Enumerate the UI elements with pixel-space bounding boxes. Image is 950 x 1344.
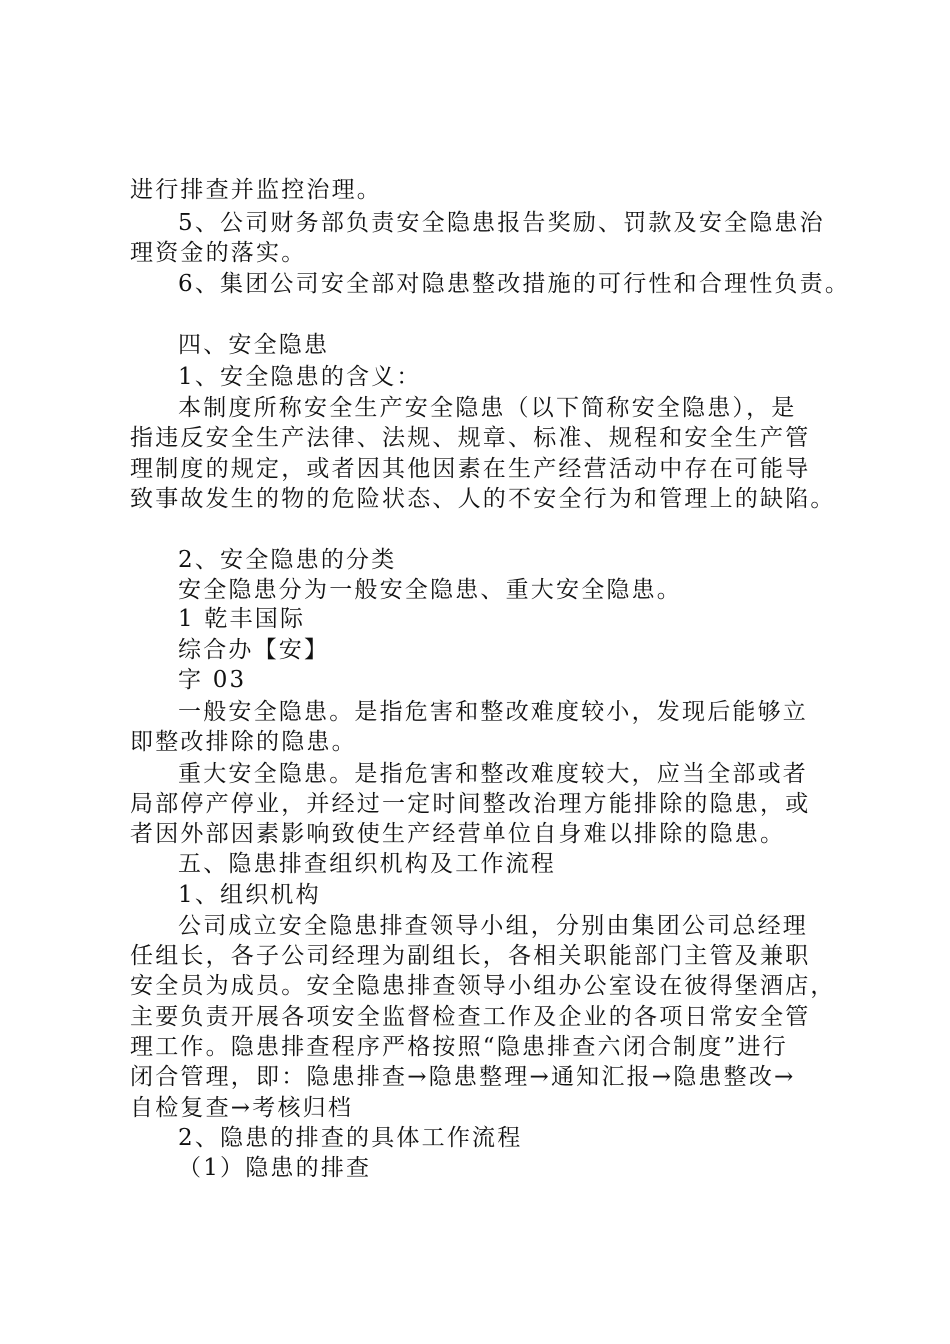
paragraph-line: 字 03 [178, 667, 247, 693]
paragraph-line: 本制度所称安全生产安全隐患（以下简称安全隐患），是 [178, 395, 797, 421]
paragraph-line: 自检复查→考核归档 [130, 1095, 354, 1121]
paragraph-line: 安全员为成员。安全隐患排查领导小组办公室设在彼得堡酒店， [130, 973, 836, 999]
paragraph-line: 5、公司财务部负责安全隐患报告奖励、罚款及安全隐患治 [178, 210, 825, 236]
paragraph-line: 理资金的落实。 [130, 240, 307, 266]
paragraph-line: 一般安全隐患。是指危害和整改难度较小，发现后能够立 [178, 699, 808, 725]
paragraph-line: 理制度的规定，或者因其他因素在生产经营活动中存在可能导 [130, 456, 811, 482]
paragraph-line: 指违反安全生产法律、法规、规章、标准、规程和安全生产管 [130, 425, 811, 451]
paragraph-line: 者因外部因素影响致使生产经营单位自身难以排除的隐患。 [130, 821, 786, 847]
paragraph-line: 进行排查并监控治理。 [130, 177, 382, 203]
paragraph-line: 即整改排除的隐患。 [130, 729, 357, 755]
paragraph-line: 闭合管理，即：隐患排查→隐患整理→通知汇报→隐患整改→ [130, 1064, 796, 1090]
subsection-heading: 1、安全隐患的含义： [178, 364, 422, 390]
paragraph-line: 公司成立安全隐患排查领导小组，分别由集团公司总经理 [178, 913, 808, 939]
paragraph-line: 致事故发生的物的危险状态、人的不安全行为和管理上的缺陷。 [130, 486, 836, 512]
paragraph-line: 局部停产停业，并经过一定时间整改治理方能排除的隐患，或 [130, 791, 811, 817]
paragraph-line: 1 乾丰国际 [178, 606, 306, 632]
subsection-heading: （1）隐患的排查 [178, 1155, 372, 1181]
subsection-heading: 2、安全隐患的分类 [178, 547, 397, 573]
subsection-heading: 1、组织机构 [178, 882, 321, 908]
paragraph-line: 重大安全隐患。是指危害和整改难度较大，应当全部或者 [178, 761, 808, 787]
paragraph-line: 综合办【安】 [178, 637, 330, 663]
paragraph-line: 任组长，各子公司经理为副组长，各相关职能部门主管及兼职 [130, 943, 811, 969]
paragraph-line: 理工作。隐患排查程序严格按照“隐患排查六闭合制度”进行 [130, 1034, 788, 1060]
paragraph-line: 安全隐患分为一般安全隐患、重大安全隐患。 [178, 577, 682, 603]
section-heading: 五、隐患排查组织机构及工作流程 [178, 851, 556, 877]
section-heading: 四、安全隐患 [178, 332, 330, 358]
subsection-heading: 2、隐患的排查的具体工作流程 [178, 1125, 523, 1151]
paragraph-line: 6、集团公司安全部对隐患整改措施的可行性和合理性负责。 [178, 271, 851, 297]
paragraph-line: 主要负责开展各项安全监督检查工作及企业的各项日常安全管 [130, 1004, 811, 1030]
